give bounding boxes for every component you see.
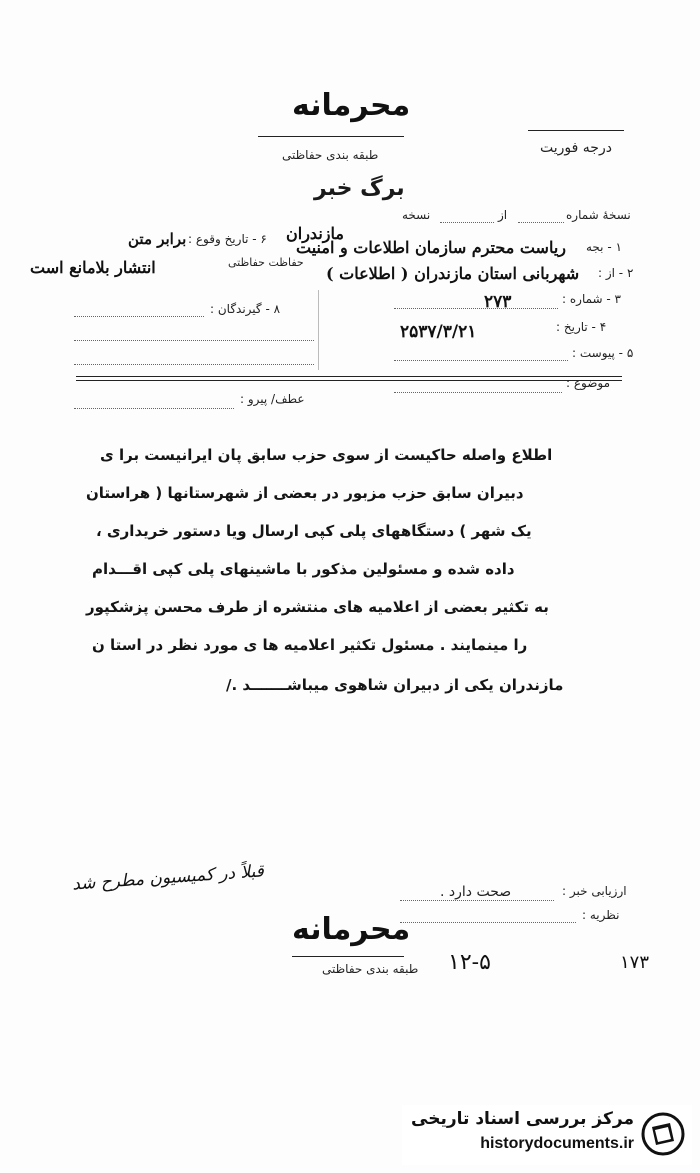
- body-line-4: داده شده و مسئولین مذکور با ماشینهای پلی کپی اقـــدام: [92, 560, 515, 578]
- to-overwrite: مازندران: [286, 224, 344, 243]
- document-logo-icon: [640, 1109, 686, 1159]
- date-of-event-value: برابر متن: [128, 230, 187, 248]
- body-line-2: دبیران سابق حزب مزبور در بعضی از شهرستانها ( هراستان: [86, 484, 524, 502]
- section-rule-2: [76, 380, 622, 381]
- classification-label: طبقه بندی حفاظتی: [282, 148, 379, 162]
- handwritten-note: قبلاً در کمیسیون مطرح شد: [71, 861, 265, 895]
- protection-value: انتشار بلامانع است: [30, 258, 156, 277]
- reference-label: عطف/ پیرو :: [240, 392, 305, 406]
- subject-label: موضوع :: [566, 376, 611, 390]
- body-line-5: به تکثیر بعضی از اعلامیه های منتشره از طرف محسن پزشکپور: [86, 598, 549, 616]
- from-value: شهربانی استان مازندران ( اطلاعات ): [326, 264, 580, 283]
- section-rule: [76, 376, 622, 377]
- date-label: ۴ - تاریخ :: [556, 320, 607, 334]
- classification-label-bottom: طبقه بندی حفاظتی: [322, 962, 419, 976]
- from-label: ۲ - از :: [598, 266, 634, 280]
- number-value: ۲۷۳: [484, 292, 512, 312]
- evaluation-value: صحت دارد .: [440, 884, 512, 900]
- copy-label: نسخه: [402, 208, 431, 222]
- to-value: ریاست محترم سازمان اطلاعات و امنیت: [296, 238, 567, 257]
- body-line-1: اطلاع واصله حاکیست از سوی حزب سابق پان ایرانیست برا ی: [100, 446, 553, 464]
- body-line-3: یک شهر ) دستگاههای پلی کپی ارسال ویا دستور خریداری ،: [96, 522, 532, 540]
- handwritten-code: ۱۲-۵: [448, 950, 491, 975]
- date-of-event-label: ۶ - تاریخ وقوع :: [188, 232, 267, 246]
- column-divider: [318, 290, 319, 370]
- recipients-label: ۸ - گیرندگان :: [210, 302, 281, 316]
- watermark-org-name: مرکز بررسی اسناد تاریخی: [411, 1109, 634, 1129]
- date-value: ۲۵۳۷/۳/۲۱: [400, 322, 477, 342]
- body-line-7: مازندران یکی از دبیران شاهوی میباشـــــــد ./: [226, 676, 564, 694]
- opinion-label: نظریه :: [582, 908, 620, 922]
- handwritten-margin: ۱۷۳: [620, 952, 650, 973]
- number-label: ۳ - شماره :: [562, 292, 621, 306]
- protection-note: حفاظت حفاظتی: [228, 256, 304, 269]
- body-line-6: را مینمایند . مسئول تکثیر اعلامیه ها ی مورد نظر در استا ن: [92, 636, 528, 654]
- stamp-top-underline: [258, 136, 404, 137]
- stamp-bottom-underline: [292, 956, 404, 957]
- urgency-label: درجه فوریت: [540, 140, 612, 156]
- copy-number-label: نسخهٔ شماره: [566, 208, 631, 222]
- classification-stamp-top: محرمانه: [292, 88, 411, 123]
- form-title: برگ خبر: [314, 176, 405, 201]
- to-label: ۱ - بجه: [586, 240, 622, 254]
- watermark: [402, 1105, 692, 1165]
- watermark-website: historydocuments.ir: [480, 1135, 634, 1152]
- attachment-label: ۵ - پیوست :: [572, 346, 634, 360]
- copy-from-label: از: [498, 208, 508, 222]
- classification-stamp-bottom: محرمانه: [292, 912, 411, 947]
- urgency-underline: [528, 130, 624, 131]
- evaluation-label: ارزیابی خبر :: [562, 884, 627, 898]
